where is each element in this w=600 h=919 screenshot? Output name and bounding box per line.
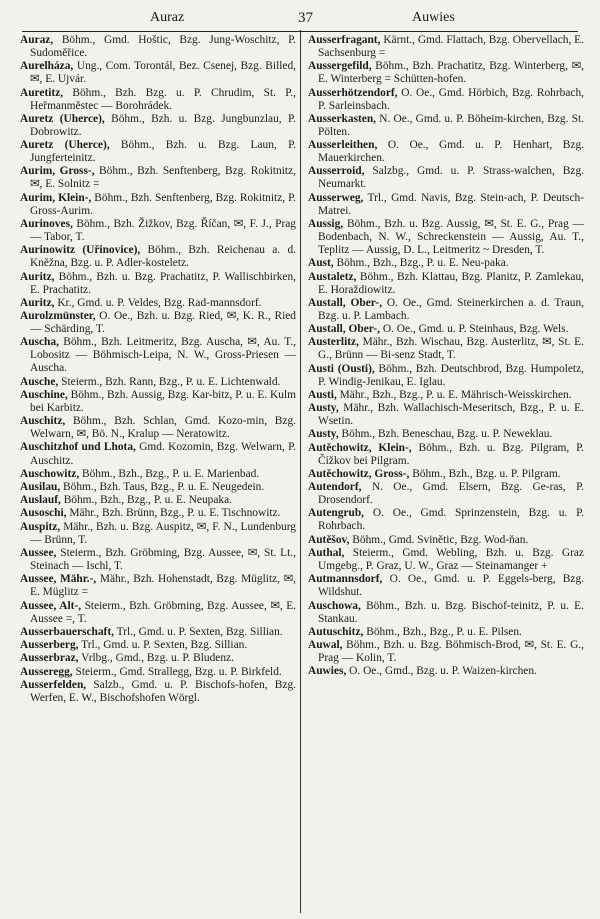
directory-entry <box>308 665 584 678</box>
directory-entry <box>20 600 296 626</box>
directory-entry <box>308 534 584 547</box>
entry-place-name: Auscha, <box>20 336 59 349</box>
entry-place-name: Autěšov, <box>308 533 350 546</box>
directory-entry <box>308 218 584 257</box>
entry-place-name: Auspitz, <box>20 520 61 533</box>
entry-place-name: Auschowa, <box>308 599 361 612</box>
entry-details: N. Oe., Gmd. u. P. Böheim-kirchen, Bzg. St. Pölten. <box>318 112 584 138</box>
directory-entry <box>308 639 584 665</box>
entry-place-name: Aussergefild, <box>308 60 372 73</box>
entry-details: Böhm., Bzh., Bzg., P. u. E. Neupaka. <box>60 494 233 507</box>
directory-entry <box>20 639 296 652</box>
entry-place-name: Auslauf, <box>20 494 61 507</box>
entry-details: Böhm., Bzh. Senftenberg, Bzg. Rokitnitz, P. Gross-Aurim. <box>30 191 296 217</box>
directory-entry <box>20 521 296 547</box>
entry-details: O. Oe., Gmd., Bzg. u. P. Waizen-kirchen. <box>346 665 537 678</box>
entry-place-name: Autěchowitz, Gross-, <box>308 467 410 480</box>
entry-details: O. Oe., Gmd. u. P. Eggels-berg, Bzg. Wildshut. <box>318 573 584 599</box>
directory-entry <box>308 336 584 362</box>
entry-place-name: Aust, <box>308 257 334 270</box>
directory-entry <box>20 271 296 297</box>
directory-entry <box>308 481 584 507</box>
entry-place-name: Autmannsdorf, <box>308 573 383 586</box>
directory-entry <box>308 271 584 297</box>
entry-place-name: Ausserhötzendorf, <box>308 86 398 99</box>
directory-entry <box>20 494 296 507</box>
entry-details: Böhm., Bzh. u. Bzg. Pilgram, P. Čížkov bei Pilgram. <box>318 441 585 467</box>
directory-entry <box>20 165 296 191</box>
entry-details: Steierm., Bzh. Gröbming, Bzg. Aussee, ✉, E. Aussee =, T. <box>30 599 296 625</box>
entry-place-name: Auretz (Uherce), <box>20 112 105 125</box>
entry-details: Kärnt., Gmd. Flattach, Bzg. Obervellach, E. Sachsenburg = <box>318 34 584 60</box>
directory-entry <box>308 389 584 402</box>
entry-details: Salzbg., Gmd. u. P. Strass-walchen, Bzg. Neumarkt. <box>318 165 584 191</box>
directory-entry <box>308 363 584 389</box>
entry-place-name: Ausserberg, <box>20 639 79 652</box>
entry-details: O. Oe., Bzh. u. Bzg. Ried, ✉, K. R., Ried — Schärding, T. <box>30 310 296 336</box>
left-column <box>20 34 296 705</box>
entry-place-name: Aurim, Gross-, <box>20 165 95 178</box>
entry-details: Steierm., Gmd. Webling, Bzh. u. Bzg. Graz Umgebg., P. Graz, U. W., Graz — Steinamanger + <box>318 546 584 572</box>
entry-details: Böhm., Bzh. Bzg. u. P. Chrudim, St. P., Heřmanměstec — Borohrádek. <box>30 86 296 112</box>
entry-place-name: Auritz, <box>20 296 55 309</box>
entry-place-name: Aurolzmünster, <box>20 310 96 323</box>
entry-details: Böhm., Bzh. Prachatitz, Bzg. Winterberg, ✉, E. Winterberg = Schütten-hofen. <box>318 60 584 86</box>
entry-details: Mähr., Bzh., Bzg., P. u. E. Mährisch-Weisskirchen. <box>336 388 572 401</box>
directory-entry <box>20 34 296 60</box>
entry-place-name: Austy, <box>308 428 339 441</box>
entry-place-name: Auschowitz, <box>20 467 80 480</box>
entry-details: O. Oe., Gmd. Steinerkirchen a. d. Traun, Bzg. u. P. Lambach. <box>318 296 585 322</box>
entry-details: Steierm., Bzh. Gröbming, Bzg. Aussee, ✉, St. Lt., Steinach — Ischl, T. <box>30 546 296 572</box>
page-number: 37 <box>298 10 313 26</box>
header-left-keyword: Auraz <box>150 10 185 25</box>
entry-place-name: Aussee, Alt-, <box>20 599 82 612</box>
entry-place-name: Auschitzhof und Lhota, <box>20 441 136 454</box>
directory-entry <box>20 468 296 481</box>
directory-entry <box>20 666 296 679</box>
entry-details: Kr., Gmd. u. P. Veldes, Bzg. Rad-mannsdorf. <box>54 296 262 309</box>
entry-details: Böhm., Gmd. Hoštic, Bzg. Jung-Woschitz, P. Sudoměřice. <box>30 34 296 60</box>
entry-details: O. Oe., Gmd. Hörbich, Bzg. Rohrbach, P. Sarleinsbach. <box>318 86 584 112</box>
entry-place-name: Autuschitz, <box>308 625 364 638</box>
entry-place-name: Aurinoves, <box>20 217 73 230</box>
directory-entry <box>308 428 584 441</box>
entry-details: Böhm., Gmd. Svinětic, Bzg. Wod-ňan. <box>349 533 529 546</box>
entry-details: Salzb., Gmd. u. P. Bischofs-hofen, Bzg. Werfen, E. W., Bischofshofen Wörgl. <box>30 678 296 704</box>
entry-place-name: Authal, <box>308 546 345 559</box>
entry-details: Böhm., Bzh., Bzg. u. P. Pilgram. <box>409 467 561 480</box>
entry-place-name: Ausserfragant, <box>308 34 381 46</box>
entry-place-name: Ausilau, <box>20 480 61 493</box>
entry-place-name: Aussee, Mähr.-, <box>20 573 97 586</box>
entry-details: Böhm., Bzh. Taus, Bzg., P. u. E. Neugedein. <box>60 480 265 493</box>
entry-place-name: Ausseregg, <box>20 665 73 678</box>
entry-place-name: Aussig, <box>308 217 344 230</box>
entry-place-name: Ausserbauerschaft, <box>20 625 114 638</box>
directory-entry <box>308 626 584 639</box>
entry-details: Gmd. Kozomin, Bzg. Welwarn, P. Auschitz. <box>30 441 296 467</box>
entry-place-name: Aussee, <box>20 546 57 559</box>
directory-entry <box>20 310 296 336</box>
entry-place-name: Austy, <box>308 402 339 415</box>
entry-details: Böhm., Bzh. Aussig, Bzg. Kar-bitz, P. u. E. Kulm bei Karbitz. <box>30 388 297 414</box>
entry-place-name: Ausoschi, <box>20 507 67 520</box>
entry-details: Böhm., Bzh. u. Bzg. Prachatitz, P. Wallischbirken, E. Prachatitz. <box>30 270 296 296</box>
entry-details: Steierm., Gmd. Strallegg, Bzg. u. P. Birkfeld. <box>72 665 282 678</box>
entry-place-name: Autěchowitz, Klein-, <box>308 441 412 454</box>
directory-entry <box>308 60 584 86</box>
directory-entry <box>20 652 296 665</box>
entry-details: Böhm., Bzh., Bzg., P. u. E. Pilsen. <box>363 625 522 638</box>
entry-details: Böhm., Bzh. Deutschbrod, Bzg. Humpoletz, P. Windig-Jenikau, E. Iglau. <box>318 362 584 388</box>
entry-place-name: Auwies, <box>308 665 347 678</box>
directory-entry <box>20 679 296 705</box>
entry-place-name: Auschitz, <box>20 415 66 428</box>
directory-entry <box>308 192 584 218</box>
entry-details: Böhm., Bzh. u. Bzg. Jungbunzlau, P. Dobrowitz. <box>30 112 296 138</box>
entry-details: O. Oe., Gmd. u. P. Steinhaus, Bzg. Wels. <box>380 323 569 336</box>
entry-place-name: Austi (Ousti), <box>308 362 375 375</box>
right-column <box>308 34 584 679</box>
entry-place-name: Austall, Ober-, <box>308 323 381 336</box>
entry-details: Böhm., Bzh., Bzg., P. u. E. Neu-paka. <box>333 257 509 270</box>
entry-place-name: Autendorf, <box>308 481 362 494</box>
directory-entry <box>20 244 296 270</box>
directory-entry <box>20 218 296 244</box>
directory-entry <box>308 297 584 323</box>
directory-entry <box>20 389 296 415</box>
directory-entry <box>308 139 584 165</box>
entry-place-name: Austi, <box>308 388 337 401</box>
entry-place-name: Auretitz, <box>20 86 64 99</box>
entry-details: Böhm., Bzh. Beneschau, Bzg. u. P. Neweklau. <box>338 428 553 441</box>
entry-details: Steierm., Bzh. Rann, Bzg., P. u. E. Lichtenwald. <box>58 375 281 388</box>
entry-details: Ung., Com. Torontál, Bez. Csenej, Bzg. Billed, ✉, E. Ujvár. <box>30 60 296 86</box>
directory-entry <box>308 600 584 626</box>
entry-details: Böhm., Bzh. u. Bzg. Aussig, ✉, St. E. G., Prag — Bodenbach, N. W., Schreckenstein — Aussig, Au. T., Teplitz — Aussig, D. L., Leitmeritz ~ Dresden, T. <box>318 217 584 257</box>
entry-details: Vrlbg., Gmd., Bzg. u. P. Bludenz. <box>78 652 234 665</box>
directory-entry <box>308 113 584 139</box>
directory-entry <box>308 323 584 336</box>
directory-entry <box>20 297 296 310</box>
entry-place-name: Auschine, <box>20 388 68 401</box>
entry-details: Böhm., Bzh. u. Bzg. Böhmisch-Brod, ✉, St. E. G., Prag — Kolin, T. <box>318 639 584 665</box>
entry-place-name: Austall, Ober-, <box>308 296 383 309</box>
entry-place-name: Austerlitz, <box>308 336 359 349</box>
directory-entry <box>20 113 296 139</box>
directory-entry <box>308 402 584 428</box>
directory-entry <box>308 468 584 481</box>
directory-entry <box>20 192 296 218</box>
directory-entry <box>20 547 296 573</box>
entry-place-name: Ausserfelden, <box>20 678 87 691</box>
header-right-keyword: Auwies <box>412 10 455 25</box>
directory-entry <box>20 376 296 389</box>
entry-details: Mähr., Bzh. Wischau, Bzg. Austerlitz, ✉, St. E. G., Brünn — Bi-senz Stadt, T. <box>318 336 584 362</box>
directory-entry <box>20 573 296 599</box>
entry-place-name: Ausche, <box>20 375 59 388</box>
entry-details: Mähr., Bzh. u. Bzg. Auspitz, ✉, F. N., Lundenburg — Brünn, T. <box>30 520 296 546</box>
entry-details: Böhm., Bzh., Bzg., P. u. E. Marienbad. <box>79 467 260 480</box>
entry-details: Mähr., Bzh. Wallachisch-Meseritsch, Bzg., P. u. E. Wsetin. <box>318 402 584 428</box>
entry-details: Böhm., Bzh. Schlan, Gmd. Kozo-min, Bzg. Welwarn, ✉, Bö. N., Kralup — Neratowitz. <box>30 415 296 441</box>
entry-place-name: Ausserkasten, <box>308 112 377 125</box>
directory-entry <box>20 481 296 494</box>
entry-details: Böhm., Bzh. Leitmeritz, Bzg. Auscha, ✉, Au. T., Lobositz — Böhmisch-Leipa, N. W., Gross-Priesen — Auscha. <box>30 336 296 375</box>
directory-entry <box>308 165 584 191</box>
directory-entry <box>308 573 584 599</box>
directory-entry <box>20 415 296 441</box>
directory-entry <box>308 507 584 533</box>
directory-entry <box>308 257 584 270</box>
entry-details: Böhm., Bzh. Žižkov, Bzg. Říčan, ✉, F. J., Prag — Tabor, T. <box>30 217 296 244</box>
entry-details: Böhm., Bzh. u. Bzg. Bischof-teinitz, P. u. E. Stankau. <box>318 599 584 625</box>
directory-entry <box>20 626 296 639</box>
entry-place-name: Aurim, Klein-, <box>20 191 92 204</box>
directory-entry <box>20 336 296 375</box>
entry-place-name: Austaletz, <box>308 270 357 283</box>
entry-place-name: Auwal, <box>308 639 343 652</box>
entry-details: O. Oe., Gmd. u. P. Henhart, Bzg. Mauerkirchen. <box>318 139 584 165</box>
entry-details: Trl., Gmd. u. P. Sexten, Bzg. Sillian. <box>113 625 283 638</box>
directory-entry <box>308 442 584 468</box>
directory-entry <box>20 87 296 113</box>
entry-place-name: Ausserbraz, <box>20 652 79 665</box>
directory-entry <box>20 139 296 165</box>
directory-entry <box>308 87 584 113</box>
directory-entry <box>20 507 296 520</box>
directory-entry <box>308 34 584 60</box>
entry-details: Mähr., Bzh. Brünn, Bzg., P. u. E. Tischnowitz. <box>66 507 281 520</box>
entry-details: N. Oe., Gmd. Elsern, Bzg. Ge-ras, P. Drosendorf. <box>318 481 584 507</box>
entry-details: Böhm., Bzh. Reichenau a. d. Kněžna, Bzg. u. P. Adler-kosteletz. <box>30 244 296 270</box>
entry-details: Trl., Gmd. Navis, Bzg. Stein-ach, P. Deutsch-Matrei. <box>318 191 584 217</box>
entry-details: Böhm., Bzh. Klattau, Bzg. Planitz, P. Zamlekau, E. Horaždiowitz. <box>318 270 584 296</box>
directory-entry <box>20 441 296 467</box>
entry-place-name: Auretz (Uherce), <box>20 139 110 152</box>
entry-details: Trl., Gmd. u. P. Sexten, Bzg. Sillian. <box>78 639 248 652</box>
entry-details: Böhm., Bzh. u. Bzg. Laun, P. Jungferteinitz. <box>30 139 296 165</box>
entry-details: O. Oe., Gmd. Sprinzenstein, Bzg. u. P. Rohrbach. <box>318 507 584 533</box>
entry-place-name: Auraz, <box>20 34 54 46</box>
entry-details: Böhm., Bzh. Senftenberg, Bzg. Rokitnitz, ✉, E. Solnitz = <box>30 165 296 191</box>
directory-entry <box>20 60 296 86</box>
entry-place-name: Auritz, <box>20 270 55 283</box>
entry-place-name: Ausserroid, <box>308 165 365 178</box>
entry-place-name: Autengrub, <box>308 507 365 520</box>
directory-entry <box>308 547 584 573</box>
entry-place-name: Aurinowitz (Uřinovice), <box>20 244 141 257</box>
entry-place-name: Ausserleithen, <box>308 139 378 152</box>
entry-place-name: Ausserweg, <box>308 191 364 204</box>
column-divider <box>300 30 301 913</box>
entry-place-name: Aurelháza, <box>20 60 74 73</box>
entry-details: Mähr., Bzh. Hohenstadt, Bzg. Müglitz, ✉, E. Müglitz = <box>30 573 296 599</box>
